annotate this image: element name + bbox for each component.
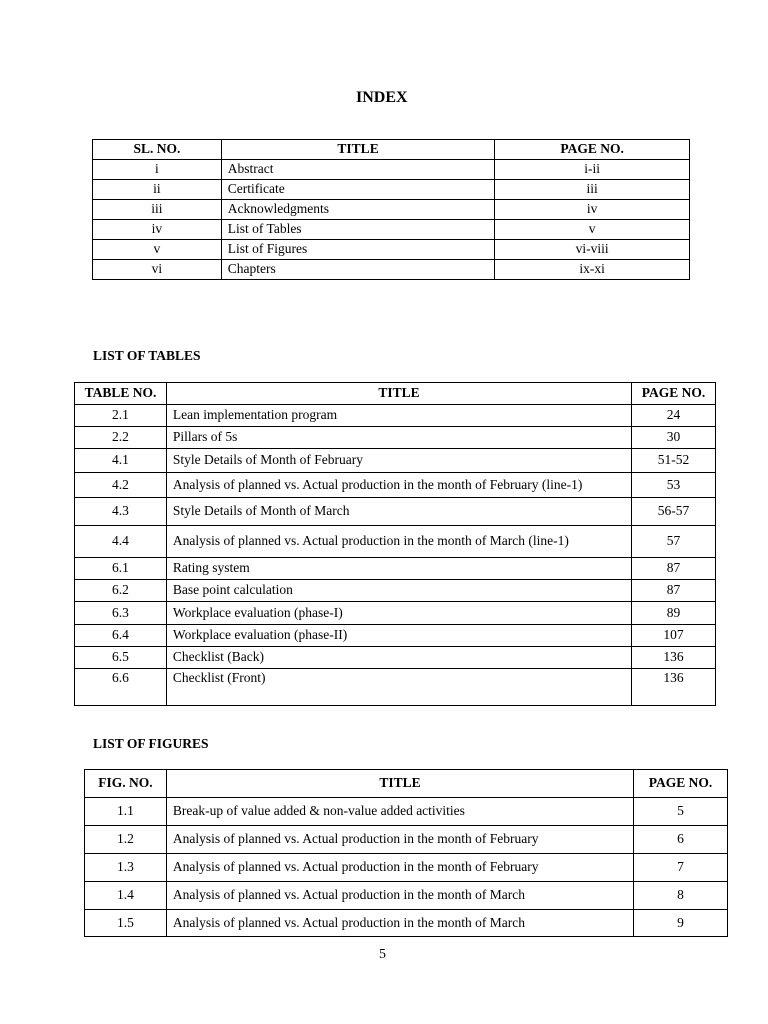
tables-no-cell: 2.1 <box>75 405 167 427</box>
tables-title-cell: Base point calculation <box>166 580 631 602</box>
figures-page-cell: 5 <box>634 798 728 826</box>
table-row <box>93 240 690 260</box>
index-sl-cell: v <box>93 240 222 260</box>
index-header-row <box>93 140 690 160</box>
index-table <box>92 139 690 280</box>
table-row <box>75 498 716 526</box>
tables-page-cell: 87 <box>632 558 716 580</box>
tables-no-cell: 4.3 <box>75 498 167 526</box>
index-page-cell: ix-xi <box>495 260 690 280</box>
table-row <box>93 260 690 280</box>
table-row <box>75 405 716 427</box>
tables-header-page: PAGE NO. <box>632 383 716 405</box>
tables-title-cell: Rating system <box>166 558 631 580</box>
figures-no-cell: 1.1 <box>85 798 167 826</box>
index-sl-cell: ii <box>93 180 222 200</box>
tables-no-cell: 6.2 <box>75 580 167 602</box>
figures-page-cell: 9 <box>634 910 728 937</box>
table-row <box>93 220 690 240</box>
tables-no-cell: 6.6 <box>75 669 167 706</box>
index-title-cell: Abstract <box>221 160 495 180</box>
tables-no-cell: 6.1 <box>75 558 167 580</box>
figures-header-title: TITLE <box>166 770 633 798</box>
figures-page-cell: 6 <box>634 826 728 854</box>
table-row <box>75 602 716 625</box>
index-page-cell: iv <box>495 200 690 220</box>
index-page-cell: v <box>495 220 690 240</box>
table-row <box>85 910 728 937</box>
index-header-title: TITLE <box>221 140 495 160</box>
figures-page-cell: 8 <box>634 882 728 910</box>
index-page-cell: iii <box>495 180 690 200</box>
tables-title-cell: Workplace evaluation (phase-I) <box>166 602 631 625</box>
table-row <box>75 427 716 449</box>
tables-header-no: TABLE NO. <box>75 383 167 405</box>
tables-page-cell: 24 <box>632 405 716 427</box>
figures-title-cell: Analysis of planned vs. Actual production in the month of February <box>166 826 633 854</box>
tables-header-row <box>75 383 716 405</box>
table-row <box>75 526 716 558</box>
tables-title-cell: Checklist (Front) <box>166 669 631 706</box>
table-row <box>75 473 716 498</box>
tables-page-cell: 51-52 <box>632 449 716 473</box>
table-row <box>75 449 716 473</box>
index-sl-cell: iii <box>93 200 222 220</box>
index-title-cell: List of Figures <box>221 240 495 260</box>
figures-no-cell: 1.3 <box>85 854 167 882</box>
figures-title-cell: Analysis of planned vs. Actual production in the month of March <box>166 910 633 937</box>
figures-header-row <box>85 770 728 798</box>
tables-header-title: TITLE <box>166 383 631 405</box>
table-row <box>85 826 728 854</box>
index-sl-cell: i <box>93 160 222 180</box>
tables-page-cell: 89 <box>632 602 716 625</box>
tables-page-cell: 87 <box>632 580 716 602</box>
index-page-cell: i-ii <box>495 160 690 180</box>
figures-page-cell: 7 <box>634 854 728 882</box>
tables-no-cell: 4.2 <box>75 473 167 498</box>
tables-title-cell: Analysis of planned vs. Actual production in the month of March (line-1) <box>166 526 631 558</box>
figures-no-cell: 1.2 <box>85 826 167 854</box>
figures-header-no: FIG. NO. <box>85 770 167 798</box>
table-row <box>93 160 690 180</box>
table-row <box>85 882 728 910</box>
index-sl-cell: vi <box>93 260 222 280</box>
tables-no-cell: 6.3 <box>75 602 167 625</box>
tables-page-cell: 56-57 <box>632 498 716 526</box>
table-row <box>75 669 716 706</box>
list-of-figures-table <box>84 769 728 937</box>
tables-title-cell: Style Details of Month of February <box>166 449 631 473</box>
tables-no-cell: 6.4 <box>75 625 167 647</box>
index-header-sl: SL. NO. <box>93 140 222 160</box>
index-title-cell: Chapters <box>221 260 495 280</box>
index-header-page: PAGE NO. <box>495 140 690 160</box>
table-row <box>93 180 690 200</box>
table-row <box>75 625 716 647</box>
table-row <box>75 558 716 580</box>
table-row <box>85 854 728 882</box>
table-row <box>75 647 716 669</box>
list-of-tables-heading: LIST OF TABLES <box>93 348 201 363</box>
figures-no-cell: 1.4 <box>85 882 167 910</box>
table-row <box>85 798 728 826</box>
table-row <box>93 200 690 220</box>
tables-title-cell: Lean implementation program <box>166 405 631 427</box>
tables-no-cell: 4.1 <box>75 449 167 473</box>
figures-title-cell: Break-up of value added & non-value added activities <box>166 798 633 826</box>
tables-title-cell: Style Details of Month of March <box>166 498 631 526</box>
tables-page-cell: 30 <box>632 427 716 449</box>
tables-no-cell: 6.5 <box>75 647 167 669</box>
tables-no-cell: 4.4 <box>75 526 167 558</box>
page-number: 5 <box>379 947 386 962</box>
figures-title-cell: Analysis of planned vs. Actual production in the month of February <box>166 854 633 882</box>
tables-title-cell: Analysis of planned vs. Actual production in the month of February (line-1) <box>166 473 631 498</box>
index-title-cell: Certificate <box>221 180 495 200</box>
tables-page-cell: 136 <box>632 647 716 669</box>
tables-page-cell: 53 <box>632 473 716 498</box>
tables-title-cell: Checklist (Back) <box>166 647 631 669</box>
index-heading: INDEX <box>356 89 408 106</box>
list-of-figures-heading: LIST OF FIGURES <box>93 736 209 751</box>
tables-title-cell: Pillars of 5s <box>166 427 631 449</box>
tables-page-cell: 107 <box>632 625 716 647</box>
table-row <box>75 580 716 602</box>
tables-page-cell: 57 <box>632 526 716 558</box>
index-title-cell: Acknowledgments <box>221 200 495 220</box>
tables-no-cell: 2.2 <box>75 427 167 449</box>
index-page-cell: vi-viii <box>495 240 690 260</box>
tables-page-cell: 136 <box>632 669 716 706</box>
figures-no-cell: 1.5 <box>85 910 167 937</box>
index-title-cell: List of Tables <box>221 220 495 240</box>
tables-title-cell: Workplace evaluation (phase-II) <box>166 625 631 647</box>
figures-title-cell: Analysis of planned vs. Actual production in the month of March <box>166 882 633 910</box>
list-of-tables-table <box>74 382 716 706</box>
index-sl-cell: iv <box>93 220 222 240</box>
figures-header-page: PAGE NO. <box>634 770 728 798</box>
